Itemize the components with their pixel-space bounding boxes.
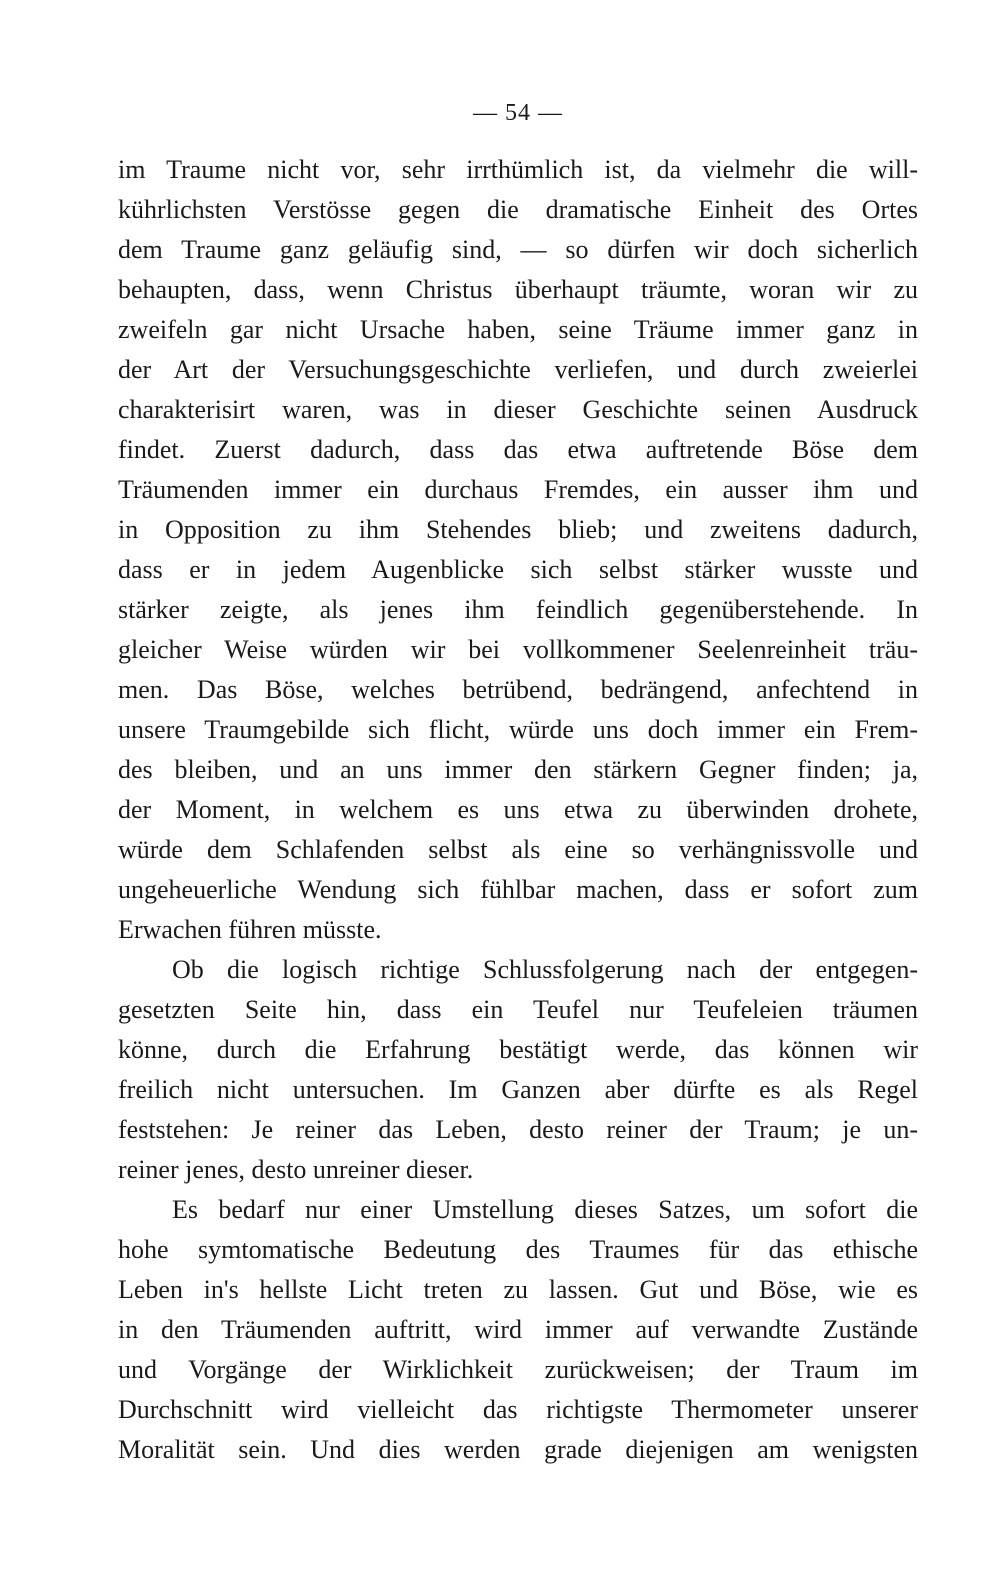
text-line-9: Träumenden immer ein durchaus Fremdes, ein ausser ihm und xyxy=(118,475,918,504)
text-line-8: findet. Zuerst dadurch, dass das etwa auftretende Böse dem xyxy=(118,435,918,464)
text-line-10: in Opposition zu ihm Stehendes blieb; und zweitens dadurch, xyxy=(118,515,918,544)
text-line-26: reiner jenes, desto unreiner dieser. xyxy=(118,1155,474,1184)
text-line-7: charakterisirt waren, was in dieser Geschichte seinen Ausdruck xyxy=(118,395,918,424)
text-line-29: Leben in's hellste Licht treten zu lassen. Gut und Böse, wie es xyxy=(118,1275,918,1304)
text-line-17: der Moment, in welchem es uns etwa zu überwinden drohete, xyxy=(118,795,918,824)
text-line-32: Durchschnitt wird vielleicht das richtigste Thermometer unserer xyxy=(118,1395,918,1424)
text-line-13: gleicher Weise würden wir bei vollkommener Seelenreinheit träu- xyxy=(118,635,918,664)
text-line-25: feststehen: Je reiner das Leben, desto reiner der Traum; je un- xyxy=(118,1115,918,1144)
text-line-6: der Art der Versuchungsgeschichte verliefen, und durch zweierlei xyxy=(118,355,918,384)
book-page xyxy=(118,0,918,1579)
text-line-21: Ob die logisch richtige Schlussfolgerung nach der entgegen- xyxy=(172,955,918,984)
text-line-22: gesetzten Seite hin, dass ein Teufel nur Teufeleien träumen xyxy=(118,995,918,1024)
text-line-19: ungeheuerliche Wendung sich fühlbar machen, dass er sofort zum xyxy=(118,875,918,904)
text-line-30: in den Träumenden auftritt, wird immer auf verwandte Zustände xyxy=(118,1315,918,1344)
text-line-16: des bleiben, und an uns immer den stärkern Gegner finden; ja, xyxy=(118,755,918,784)
text-line-1: im Traume nicht vor, sehr irrthümlich ist, da vielmehr die will- xyxy=(118,155,918,184)
text-line-27: Es bedarf nur einer Umstellung dieses Satzes, um sofort die xyxy=(172,1195,918,1224)
text-line-11: dass er in jedem Augenblicke sich selbst stärker wusste und xyxy=(118,555,918,584)
page-number: — 54 — xyxy=(473,100,563,126)
text-line-24: freilich nicht untersuchen. Im Ganzen aber dürfte es als Regel xyxy=(118,1075,918,1104)
text-line-33: Moralität sein. Und dies werden grade diejenigen am wenigsten xyxy=(118,1435,918,1464)
text-line-15: unsere Traumgebilde sich flicht, würde uns doch immer ein Frem- xyxy=(118,715,918,744)
text-line-31: und Vorgänge der Wirklichkeit zurückweisen; der Traum im xyxy=(118,1355,918,1384)
text-line-14: men. Das Böse, welches betrübend, bedrängend, anfechtend in xyxy=(118,675,918,704)
text-line-3: dem Traume ganz geläufig sind, — so dürfen wir doch sicherlich xyxy=(118,235,918,264)
text-line-4: behaupten, dass, wenn Christus überhaupt träumte, woran wir zu xyxy=(118,275,918,304)
text-line-12: stärker zeigte, als jenes ihm feindlich gegenüberstehende. In xyxy=(118,595,918,624)
text-line-23: könne, durch die Erfahrung bestätigt werde, das können wir xyxy=(118,1035,918,1064)
text-line-20: Erwachen führen müsste. xyxy=(118,915,382,944)
text-line-5: zweifeln gar nicht Ursache haben, seine Träume immer ganz in xyxy=(118,315,918,344)
text-line-2: kührlichsten Verstösse gegen die dramatische Einheit des Ortes xyxy=(118,195,918,224)
text-line-28: hohe symtomatische Bedeutung des Traumes für das ethische xyxy=(118,1235,918,1264)
text-line-18: würde dem Schlafenden selbst als eine so verhängnissvolle und xyxy=(118,835,918,864)
